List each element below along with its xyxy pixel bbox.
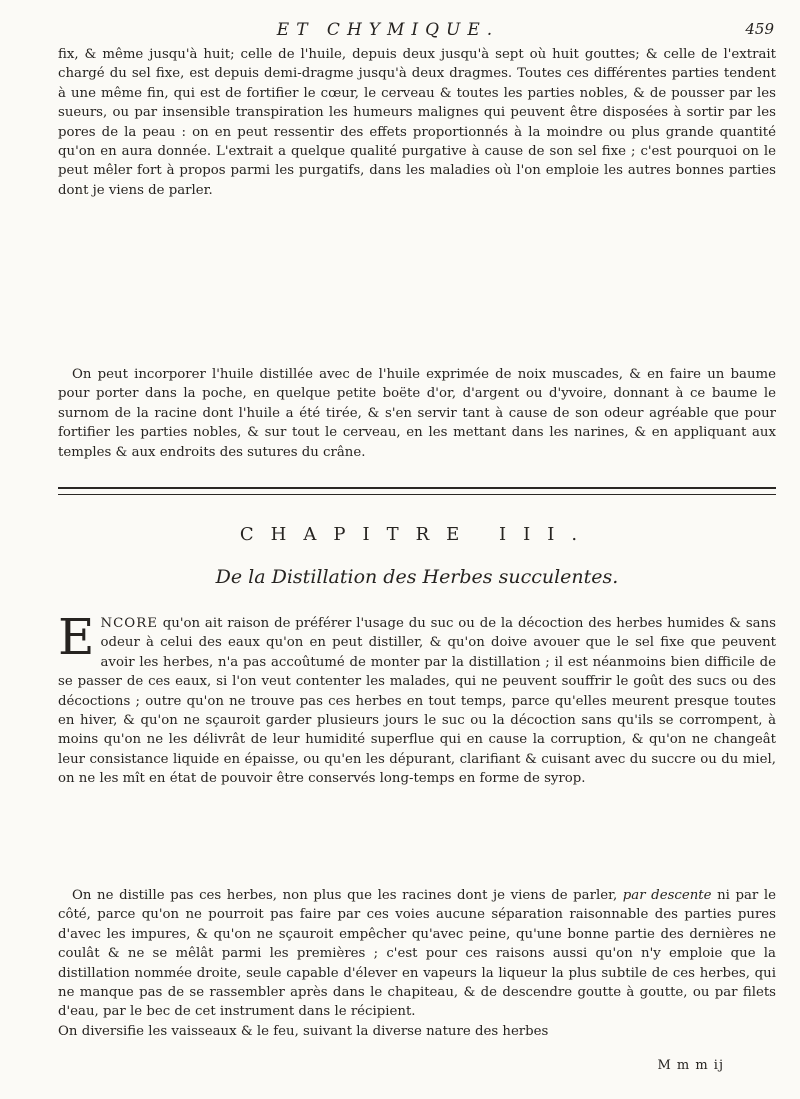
paragraph-continuation: fix, & même jusqu'à huit; celle de l'huile, depuis deux jusqu'à sept où huit gouttes; & celle de l'extrait chargé du sel fixe, est depuis demi-dragme jusqu'à deux dragmes. Toutes ces différentes parties tendent à une même fin, qui est de fortifier le cœur, le cerveau & toutes les parties nobles, & de pousser par les sueurs, ou par insensible transpiration les humeurs malignes qui peuvent être disposées à sortir par les pores de la peau : on en peut ressentir des effets proportionnés à la moindre ou plus grande quantité qu'on en aura donnée. L'extrait a quelque qualité purgative à cause de son sel fixe ; c'est pourquoi on le peut mêler fort à propos parmi les purgatifs, dans les maladies où l'on emploie les autres bonnes parties dont je viens de parler. [58,47,776,198]
paragraph-distillation [58,886,776,1041]
paragraph-text-before: On ne distille pas ces herbes, non plus que les racines dont je viens de parler, [72,888,623,903]
paragraph-balm: On peut incorporer l'huile distillée avec de l'huile exprimée de noix muscades, & en faire un baume pour porter dans la poche, en quelque petite boëte d'or, d'argent ou d'yvoire, donnant à ce baume le surnom de la racine dont l'huile a été tirée, & s'en servir tant à cause de son odeur agréable que pour fortifier les parties nobles, & sur tout le cerveau, en les mettant dans les narines, & en appliquant aux temples & aux endroits des sutures du crâne. [58,367,776,460]
book-page [58,0,776,1099]
paragraph-last-line: On diversifie les vaisseaux & le feu, suivant la diverse nature des herbes [58,1023,549,1039]
running-title: ET CHYMIQUE. [276,20,500,40]
lead-word: NCORE [100,616,158,631]
chapter-title: CHAPITRE III. [239,524,595,545]
section-divider [58,487,776,495]
italic-term: par descente [622,888,712,903]
paragraph-opening [58,608,776,789]
page-number: 459 [745,20,774,38]
signature-mark: M m m ij [657,1058,724,1073]
paragraph-text-after: ni par le côté, parce qu'on ne pourroit pas faire par ces voies aucune séparation raisonnable des parties pures d'avec les impures, & qu'on ne sçauroit empêcher qu'avec peine, qu'une bonne partie des dernières ne coulât & ne se mêlât parmi les premières ; c'est pour ces raisons aussi qu'on n'y emploie que la distillation nommée droite, seule capable d'élever en vapeurs la liqueur la plus subtile de ces herbes, qui ne manque pas de se rassembler après dans le chapiteau, & de descendre goutte à goutte, ou par filets d'eau, par le bec de cet instrument dans le récipient. [58,888,776,1020]
paragraph-opening-text: qu'on ait raison de préférer l'usage du suc ou de la décoction des herbes humides & sans odeur à celui des eaux qu'on en peut distiller, & qu'on doive avouer que le sel fixe que peuvent avoir les herbes, n'a pas accoûtumé de monter par la distillation ; il est néanmoins bien difficile de se passer de ces eaux, si l'on veut contenter les malades, qui ne peuvent souffrir le goût des sucs ou des décoctions ; outre qu'on ne trouve pas ces herbes en tout temps, parce qu'elles meurent presque toutes en hiver, & qu'on ne sçauroit garder plusieurs jours le suc ou la décoction sans qu'ils se corrompent, à moins qu'on ne les délivrât de leur humidité superflue qui en cause la corruption, & qu'on ne changeât leur consistance liquide en épaisse, ou qu'en les dépurant, clarifiant & cuisant avec du succre ou du miel, on ne les mît en état de pouvoir être conservés long-temps en forme de syrop. [58,616,776,787]
chapter-subtitle: De la Distillation des Herbes succulentes. [215,566,619,588]
drop-cap: E [58,608,95,666]
